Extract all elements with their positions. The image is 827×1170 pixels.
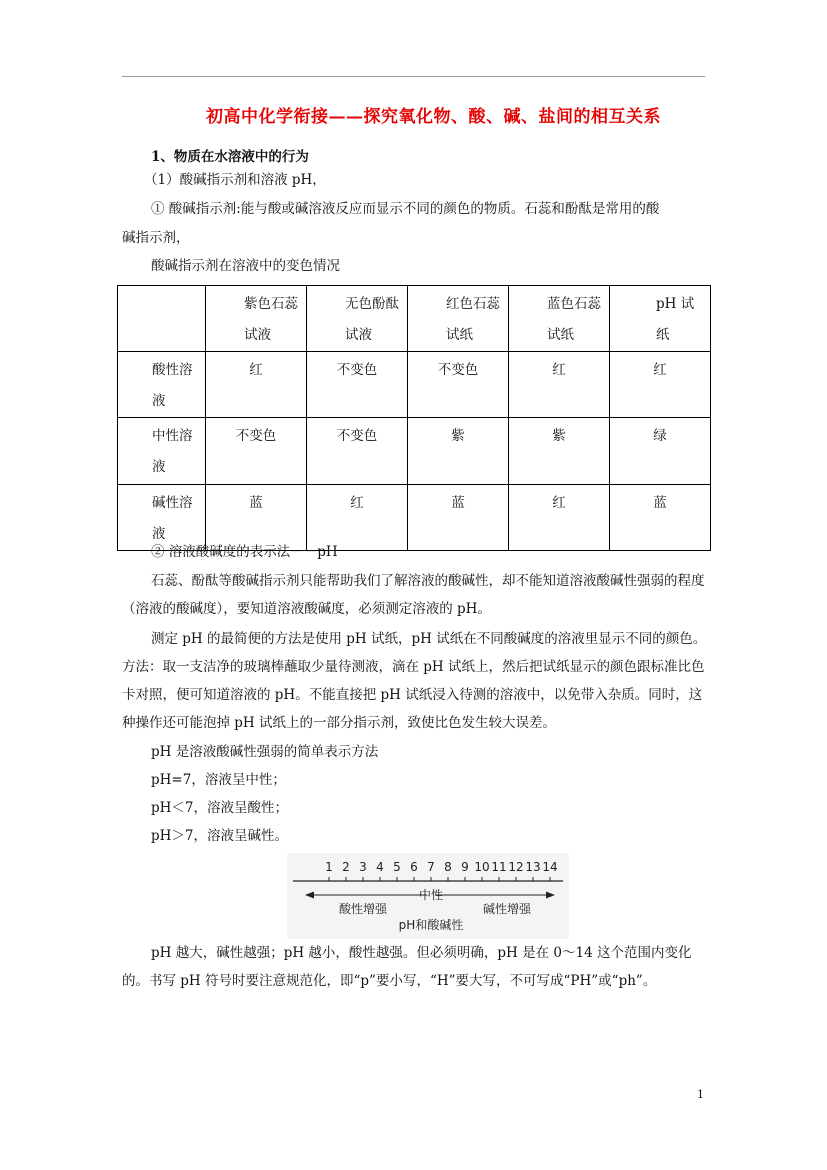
section-heading: 1、物质在水溶液中的行为: [151, 149, 309, 165]
scale-number: 3: [359, 860, 367, 874]
scale-number: 5: [393, 860, 401, 874]
scale-number: 8: [444, 860, 452, 874]
table-corner-cell: [118, 286, 206, 352]
table-cell: 蓝: [206, 485, 307, 551]
paragraph-indicator-limit: 石蕊、酚酞等酸碱指示剂只能帮助我们了解溶液的酸碱性，却不能知道溶液酸碱性强弱的程度（溶液的酸碱度），要知道溶液酸碱度，必须测定溶液的 pH。: [122, 573, 705, 617]
ph-definition: pH 是溶液酸碱性强弱的简单表示方法: [151, 744, 379, 760]
item1-line1: ① 酸碱指示剂:能与酸或碱溶液反应而显示不同的颜色的物质。石蕊和酚酞是常用的酸: [151, 201, 660, 217]
scale-number: 4: [376, 860, 384, 874]
scale-number: 6: [410, 860, 418, 874]
ph-scale-graphic: [287, 853, 569, 939]
ph-scale-figure: [287, 853, 569, 939]
item2-heading: ② 溶液酸碱度的表示法－－pH: [151, 544, 338, 560]
scale-number: 2: [342, 860, 350, 874]
row-label-cell: 中性溶 液: [118, 418, 206, 485]
ph-acid-line: pH＜7，溶液呈酸性；: [151, 800, 289, 816]
table-header-cell: 无色酚酞 试液: [307, 286, 408, 352]
table-cell: 不变色: [307, 352, 408, 418]
base-label: 碱性增强: [482, 902, 532, 916]
table-cell: 红: [307, 485, 408, 551]
table-cell: 红: [610, 352, 711, 418]
header-rule: [122, 76, 705, 77]
table-cell: 不变色: [408, 352, 509, 418]
scale-number: 7: [427, 860, 435, 874]
scale-number: 9: [461, 860, 469, 874]
scale-number: 12: [508, 860, 524, 874]
scale-number: 10: [474, 860, 490, 874]
acid-label: 酸性增强: [338, 902, 388, 916]
table-header-row: [118, 286, 711, 352]
indicator-table: [117, 285, 711, 551]
table-cell: 紫: [509, 418, 610, 485]
item1-line2: 碱指示剂，: [122, 230, 190, 246]
table-cell: 蓝: [408, 485, 509, 551]
document-title: 初高中化学衔接——探究氧化物、酸、碱、盐间的相互关系: [206, 107, 661, 127]
base-arrow-icon: [546, 892, 555, 899]
table-caption: 酸碱指示剂在溶液中的变色情况: [151, 258, 340, 274]
table-cell: 不变色: [206, 418, 307, 485]
table-cell: 紫: [408, 418, 509, 485]
paragraph-ph-test-method: 测定 pH 的最简便的方法是使用 pH 试纸，pH 试纸在不同酸碱度的溶液里显示不同的颜色。方法：取一支洁净的玻璃棒蘸取少量待测液，滴在 pH 试纸上，然后把试纸显示的颜色跟标准比色卡对照，便可知道溶液的 pH。不能直接把 pH 试纸浸入待测的溶液中，以免带入杂质。同时，这种操作还可能泡掉 pH 试纸上的一部分指示剂，致使比色发生较大误差。: [122, 631, 707, 731]
scale-number: 14: [542, 860, 558, 874]
row-label-cell: 碱性溶 液: [118, 485, 206, 551]
row-label-cell: 酸性溶 液: [118, 352, 206, 418]
scale-number: 11: [491, 860, 507, 874]
scale-number: 13: [525, 860, 541, 874]
ph-neutral-line: pH=7，溶液呈中性；: [151, 772, 286, 788]
table-row: [118, 352, 711, 418]
table-cell: 红: [509, 352, 610, 418]
scale-number: 1: [325, 860, 333, 874]
table-header-cell: 红色石蕊 试纸: [408, 286, 509, 352]
table-header-cell: 蓝色石蕊 试纸: [509, 286, 610, 352]
acid-arrow-icon: [305, 892, 314, 899]
paragraph-ph-notation: pH 越大，碱性越强；pH 越小，酸性越强。但必须明确，pH 是在 0～14 这个范围内变化的。书写 pH 符号时要注意规范化，即“p”要小写，“H”要大写，不可写成“PH”或“ph”。: [122, 945, 692, 989]
page-number: 1: [697, 1088, 704, 1101]
table-header-cell: 紫色石蕊 试液: [206, 286, 307, 352]
table-row: [118, 418, 711, 485]
table-cell: 红: [206, 352, 307, 418]
table-cell: 绿: [610, 418, 711, 485]
table-cell: 不变色: [307, 418, 408, 485]
ph-base-line: pH＞7，溶液呈碱性。: [151, 828, 289, 844]
table-header-cell: pH 试 纸: [610, 286, 711, 352]
neutral-label: 中性: [418, 888, 444, 902]
table-cell: 蓝: [610, 485, 711, 551]
subsection-heading: （1）酸碱指示剂和溶液 pH，: [144, 172, 326, 188]
table-cell: 红: [509, 485, 610, 551]
scale-caption: pH和酸碱性: [398, 918, 464, 932]
